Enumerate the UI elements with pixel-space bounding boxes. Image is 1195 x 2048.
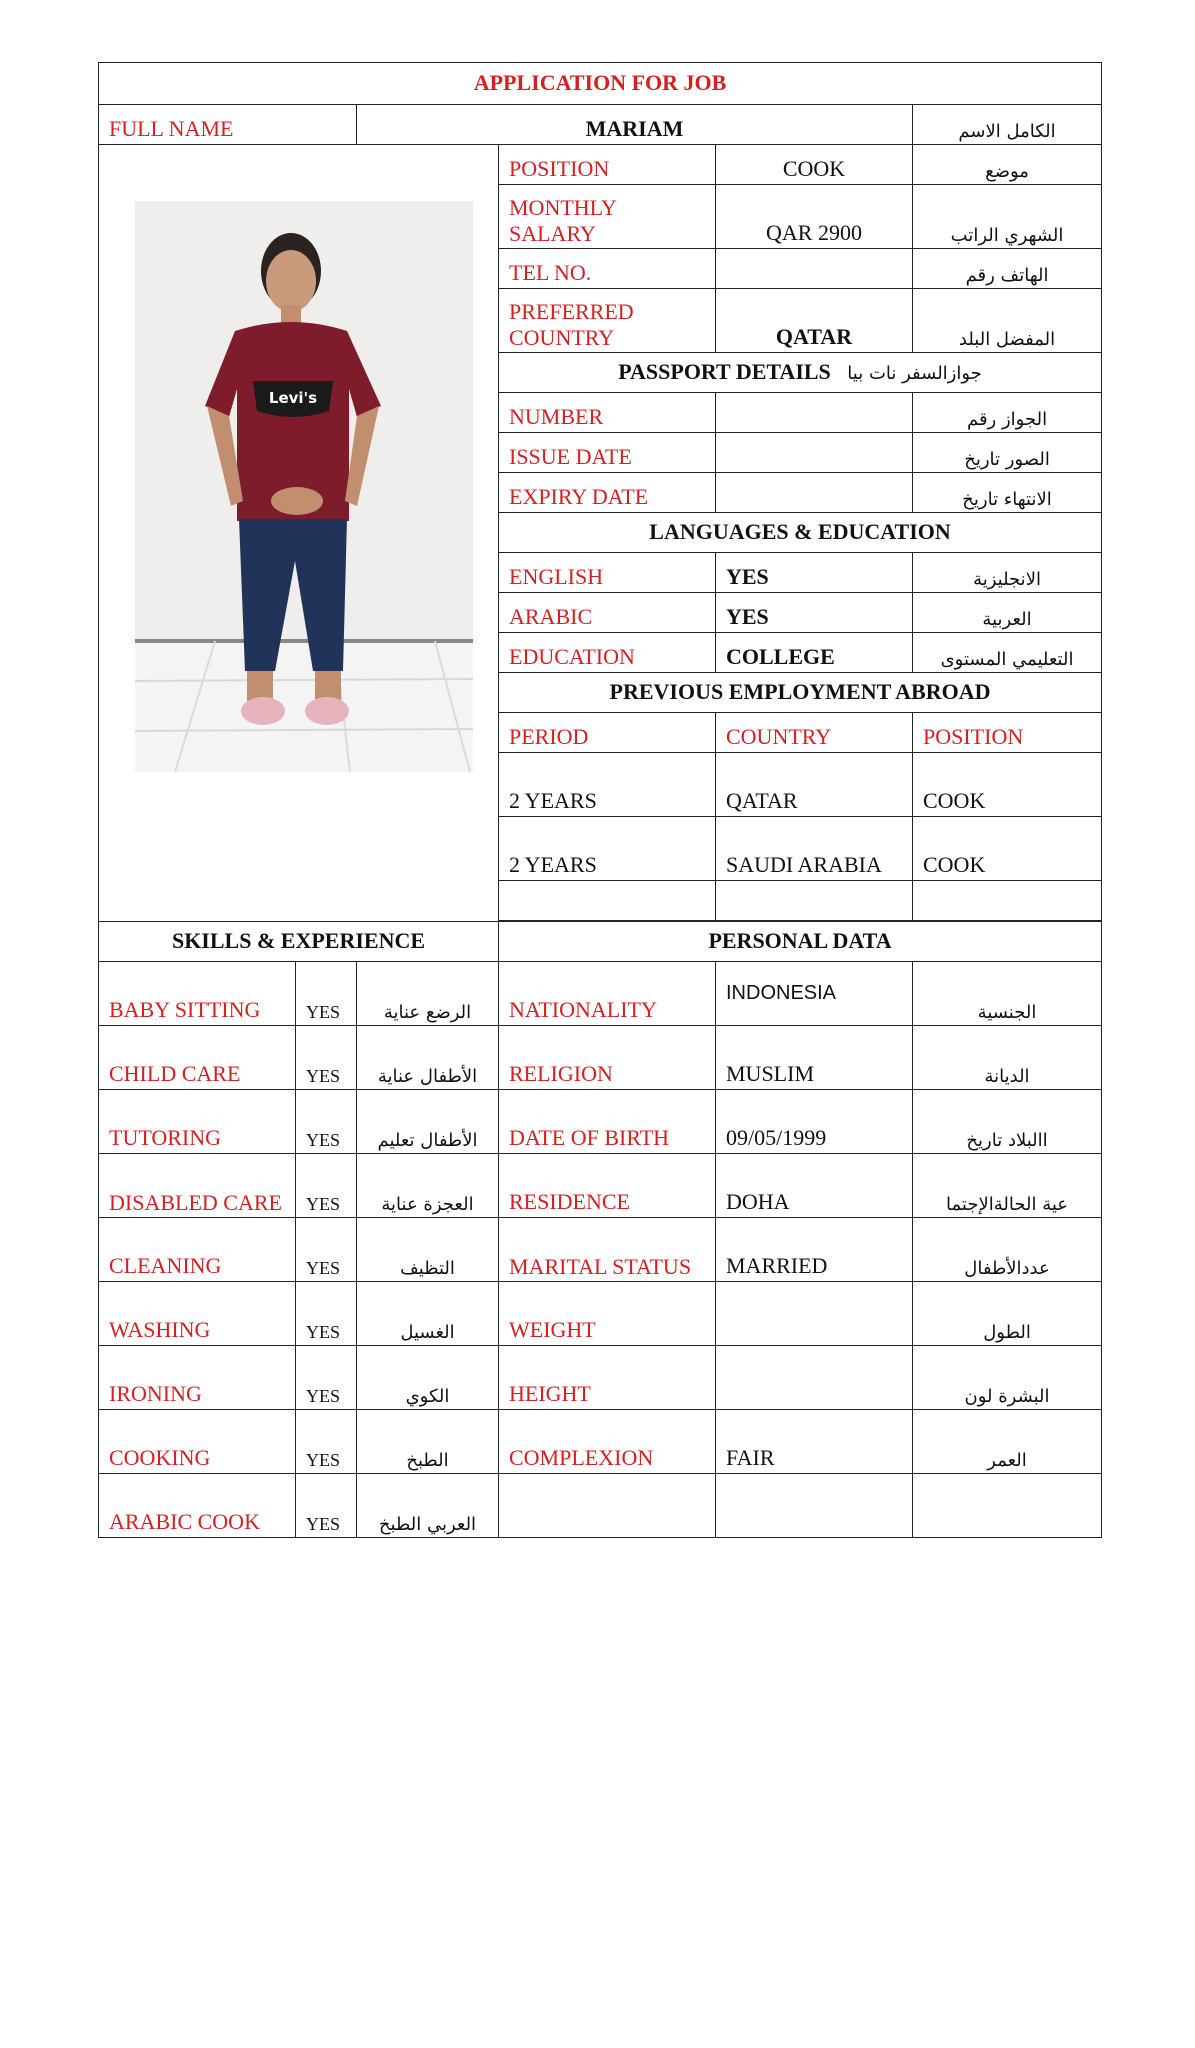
education-label: EDUCATION xyxy=(499,633,716,673)
employment-col-position: POSITION xyxy=(913,713,1102,753)
preferred-country-label: PREFERRED COUNTRY xyxy=(499,289,716,353)
full-name-label: FULL NAME xyxy=(99,105,357,145)
tel-label: TEL NO. xyxy=(499,249,716,289)
personal-value xyxy=(716,1282,913,1346)
skills-header: SKILLS & EXPERIENCE xyxy=(99,922,499,962)
personal-value: INDONESIA xyxy=(716,962,913,1026)
skill-label: BABY SITTING xyxy=(99,962,296,1026)
skill-ar: الأطفال تعليم xyxy=(357,1090,499,1154)
position-label: POSITION xyxy=(499,145,716,185)
applicant-photo xyxy=(135,201,473,772)
employment-period: 2 YEARS xyxy=(499,753,716,817)
passport-number-value xyxy=(716,393,913,433)
arabic-label: ARABIC xyxy=(499,593,716,633)
skill-label: COOKING xyxy=(99,1410,296,1474)
skill-ar: الطبخ xyxy=(357,1410,499,1474)
employment-position: COOK xyxy=(913,817,1102,881)
skill-ar: العربي الطبخ xyxy=(357,1474,499,1538)
personal-label: NATIONALITY xyxy=(499,962,716,1026)
personal-label: RELIGION xyxy=(499,1026,716,1090)
skill-label: TUTORING xyxy=(99,1090,296,1154)
skill-value: YES xyxy=(296,1218,357,1282)
employment-country: SAUDI ARABIA xyxy=(716,817,913,881)
personal-ar: عية الحالةالإجتما xyxy=(913,1154,1102,1218)
skill-label: IRONING xyxy=(99,1346,296,1410)
expiry-date-value xyxy=(716,473,913,513)
employment-header: PREVIOUS EMPLOYMENT ABROAD xyxy=(499,673,1102,713)
skill-value: YES xyxy=(296,962,357,1026)
position-ar: موضع xyxy=(913,145,1102,185)
personal-ar: العمر xyxy=(913,1410,1102,1474)
personal-value: 09/05/1999 xyxy=(716,1090,913,1154)
skill-label: ARABIC COOK xyxy=(99,1474,296,1538)
skill-label: CLEANING xyxy=(99,1218,296,1282)
passport-header-ar: جوازالسفر نات بيا xyxy=(847,362,982,384)
personal-label: HEIGHT xyxy=(499,1346,716,1410)
issue-date-label: ISSUE DATE xyxy=(499,433,716,473)
personal-ar: االبلاد تاريخ xyxy=(913,1090,1102,1154)
tel-ar: الهاتف رقم xyxy=(913,249,1102,289)
skill-value: YES xyxy=(296,1346,357,1410)
english-label: ENGLISH xyxy=(499,553,716,593)
personal-value: MARRIED xyxy=(716,1218,913,1282)
applicant-photo-image xyxy=(135,201,473,772)
english-ar: الانجليزية xyxy=(913,553,1102,593)
skill-ar: الرضع عناية xyxy=(357,962,499,1026)
personal-label: MARITAL STATUS xyxy=(499,1218,716,1282)
full-name-value: MARIAM xyxy=(357,105,913,145)
personal-value: FAIR xyxy=(716,1410,913,1474)
personal-ar: الجنسية xyxy=(913,962,1102,1026)
employment-period xyxy=(499,881,716,921)
skill-label: CHILD CARE xyxy=(99,1026,296,1090)
tel-value xyxy=(716,249,913,289)
personal-ar: الطول xyxy=(913,1282,1102,1346)
skill-value: YES xyxy=(296,1410,357,1474)
issue-date-ar: الصور تاريخ xyxy=(913,433,1102,473)
education-value: COLLEGE xyxy=(716,633,913,673)
skill-label: WASHING xyxy=(99,1282,296,1346)
skill-value: YES xyxy=(296,1090,357,1154)
arabic-value: YES xyxy=(716,593,913,633)
full-name-ar: الكامل الاسم xyxy=(913,105,1102,145)
passport-number-ar: الجواز رقم xyxy=(913,393,1102,433)
skill-ar: التظيف xyxy=(357,1218,499,1282)
personal-label: DATE OF BIRTH xyxy=(499,1090,716,1154)
photo-cell xyxy=(99,145,499,922)
personal-ar: الديانة xyxy=(913,1026,1102,1090)
expiry-date-ar: الانتهاء تاريخ xyxy=(913,473,1102,513)
employment-period: 2 YEARS xyxy=(499,817,716,881)
skill-ar: الكوي xyxy=(357,1346,499,1410)
salary-label: MONTHLY SALARY xyxy=(499,185,716,249)
personal-label xyxy=(499,1474,716,1538)
personal-value: MUSLIM xyxy=(716,1026,913,1090)
personal-label: COMPLEXION xyxy=(499,1410,716,1474)
skill-value: YES xyxy=(296,1154,357,1218)
personal-ar: البشرة لون xyxy=(913,1346,1102,1410)
personal-value xyxy=(716,1346,913,1410)
passport-header xyxy=(499,353,1102,393)
shirt-logo-text: Levi's xyxy=(268,389,318,407)
preferred-country-ar: المفضل البلد xyxy=(913,289,1102,353)
skill-ar: الأطفال عناية xyxy=(357,1026,499,1090)
salary-ar: الشهري الراتب xyxy=(913,185,1102,249)
job-application-form xyxy=(98,62,1101,1538)
languages-header: LANGUAGES & EDUCATION xyxy=(499,513,1102,553)
personal-label: WEIGHT xyxy=(499,1282,716,1346)
skill-value: YES xyxy=(296,1282,357,1346)
english-value: YES xyxy=(716,553,913,593)
skill-ar: الغسيل xyxy=(357,1282,499,1346)
application-table xyxy=(98,62,1102,1538)
position-value: COOK xyxy=(716,145,913,185)
employment-country: QATAR xyxy=(716,753,913,817)
arabic-ar: العربية xyxy=(913,593,1102,633)
employment-position: COOK xyxy=(913,753,1102,817)
expiry-date-label: EXPIRY DATE xyxy=(499,473,716,513)
skill-label: DISABLED CARE xyxy=(99,1154,296,1218)
personal-value xyxy=(716,1474,913,1538)
employment-col-period: PERIOD xyxy=(499,713,716,753)
personal-ar: عددالأطفال xyxy=(913,1218,1102,1282)
passport-number-label: NUMBER xyxy=(499,393,716,433)
passport-header-en: PASSPORT DETAILS xyxy=(618,358,831,384)
personal-label: RESIDENCE xyxy=(499,1154,716,1218)
issue-date-value xyxy=(716,433,913,473)
personal-header: PERSONAL DATA xyxy=(499,922,1102,962)
education-ar: التعليمي المستوى xyxy=(913,633,1102,673)
form-title: APPLICATION FOR JOB xyxy=(99,63,1102,105)
skill-ar: العجزة عناية xyxy=(357,1154,499,1218)
personal-ar xyxy=(913,1474,1102,1538)
employment-country xyxy=(716,881,913,921)
skill-value: YES xyxy=(296,1026,357,1090)
skill-value: YES xyxy=(296,1474,357,1538)
salary-value: QAR 2900 xyxy=(716,185,913,249)
employment-position xyxy=(913,881,1102,921)
employment-col-country: COUNTRY xyxy=(716,713,913,753)
preferred-country-value: QATAR xyxy=(716,289,913,353)
personal-value: DOHA xyxy=(716,1154,913,1218)
